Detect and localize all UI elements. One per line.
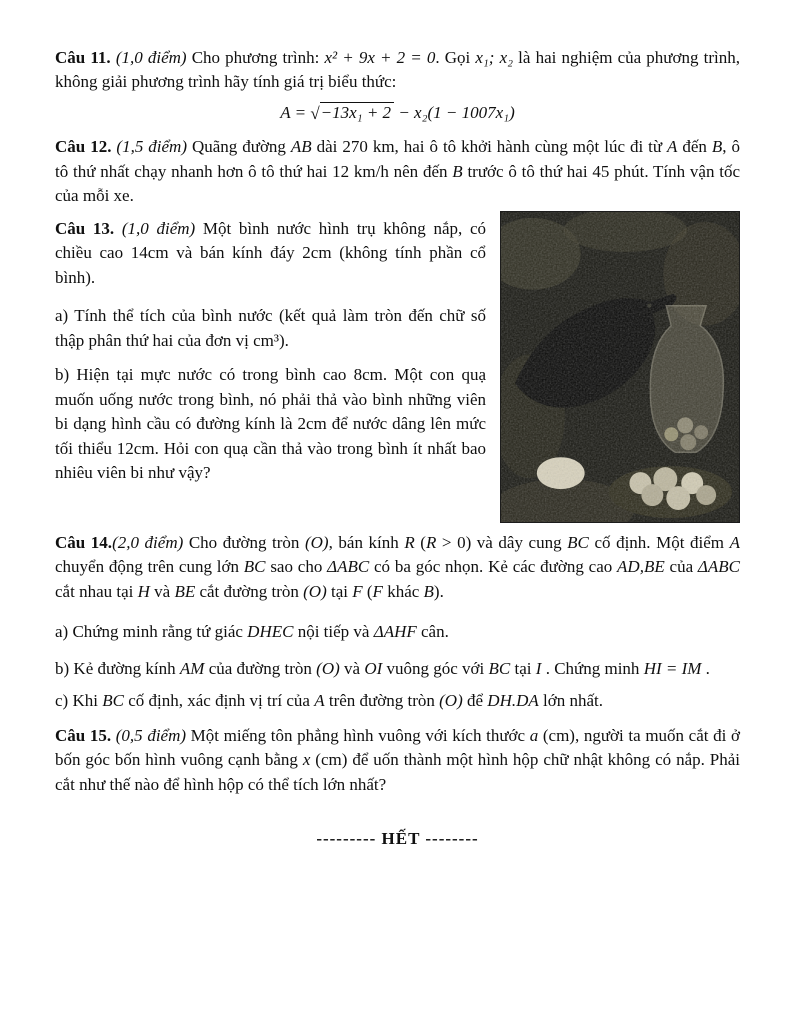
text-segment: để bbox=[462, 691, 488, 711]
text-segment: BC bbox=[488, 658, 511, 678]
question-14-part-b bbox=[55, 657, 740, 681]
text-segment: OI bbox=[364, 658, 383, 678]
question-12 bbox=[55, 135, 740, 208]
text-segment: , bán kính bbox=[328, 532, 405, 552]
text-segment: BC bbox=[243, 557, 266, 577]
text-segment: AM bbox=[179, 658, 205, 678]
question-14-intro bbox=[55, 531, 740, 604]
text-segment: a) Tính thể tích của bình nước (kết quả làm tròn đến chữ số thập phân thứ hai của đơn vị cm³). bbox=[55, 306, 486, 350]
text-segment: Một bình nước hình trụ không nắp, có chiều cao 14cm và bán kính đáy 2cm (không tính phần cổ bình). bbox=[55, 218, 486, 287]
text-segment: I bbox=[535, 658, 542, 678]
question-15-paragraph bbox=[55, 724, 740, 797]
text-segment: dài 270 km, hai ô tô khởi hành cùng một lúc đi từ bbox=[311, 137, 668, 157]
text-segment: R bbox=[425, 532, 437, 552]
text-segment: của đường tròn bbox=[204, 658, 317, 678]
text-segment: , ô tô thứ nhất chạy nhanh hơn ô tô thứ hai 12 km/h nên đến bbox=[55, 137, 740, 181]
question-12-paragraph bbox=[55, 135, 740, 208]
formula-lhs: A = bbox=[280, 102, 311, 122]
text-segment: > 0) và dây cung bbox=[436, 532, 568, 552]
text-segment: Quãng đường bbox=[186, 137, 291, 157]
text-segment: (O) bbox=[303, 581, 327, 601]
text-segment: BC bbox=[102, 691, 124, 711]
radicand: −13x₁ + 2 bbox=[320, 102, 394, 122]
text-segment: R bbox=[404, 532, 415, 552]
text-segment: đến bbox=[677, 137, 712, 157]
text-segment: cố định, xác định vị trí của bbox=[123, 691, 315, 711]
text-segment: và bbox=[339, 658, 365, 678]
text-segment: DHEC bbox=[247, 622, 294, 642]
text-segment: ( bbox=[362, 581, 373, 601]
text-segment: (cm) để uốn thành một hình hộp chữ nhật không có nắp. Phải cắt như thế nào để hình hộp có thể tích lớn nhất? bbox=[55, 750, 741, 794]
text-segment: . Chứng minh bbox=[541, 658, 644, 678]
question-15 bbox=[55, 724, 740, 797]
text-segment: tại bbox=[510, 658, 536, 678]
text-segment: a bbox=[529, 725, 539, 745]
radical-sign: √ bbox=[310, 103, 320, 123]
text-segment: sao cho bbox=[265, 557, 328, 577]
text-segment: trên đường tròn bbox=[324, 691, 440, 711]
text-segment: (1,0 điểm) bbox=[115, 48, 187, 67]
question-11-formula bbox=[55, 101, 740, 125]
text-segment: Câu 14. bbox=[55, 532, 113, 552]
text-segment: ). bbox=[433, 581, 444, 601]
text-segment: . bbox=[701, 658, 710, 678]
text-segment: x₁; x₂ bbox=[475, 48, 514, 67]
text-segment: . Gọi bbox=[435, 48, 476, 67]
text-segment: cắt đường tròn bbox=[195, 581, 304, 601]
end-marker: --------- HẾT -------- bbox=[316, 829, 479, 849]
text-segment: Câu 12. bbox=[55, 137, 117, 157]
text-segment: A bbox=[314, 691, 325, 711]
text-segment: BE bbox=[174, 581, 196, 601]
text-segment: Câu 15. bbox=[55, 725, 116, 745]
text-segment: trước ô tô thứ hai 45 phút. Tính vận tốc của mỗi xe. bbox=[55, 161, 740, 206]
text-segment: b) Kẻ đường kính bbox=[55, 658, 180, 678]
sqrt-expression bbox=[310, 103, 394, 122]
text-segment: (2,0 điểm) bbox=[112, 532, 184, 552]
text-segment: c) Khi bbox=[55, 691, 103, 711]
text-segment: DH.DA bbox=[487, 691, 539, 711]
text-segment: x² + 9x + 2 = 0 bbox=[324, 48, 436, 67]
text-segment: A bbox=[667, 137, 678, 157]
text-segment: khác bbox=[382, 581, 424, 601]
text-segment: cân. bbox=[416, 622, 449, 642]
text-segment: và bbox=[149, 581, 175, 601]
text-segment: HI = IM bbox=[643, 658, 702, 678]
text-segment: (O) bbox=[439, 691, 463, 711]
text-segment: ΔABC bbox=[697, 557, 741, 577]
text-segment: (1,0 điểm) bbox=[121, 218, 196, 238]
text-segment: AB bbox=[290, 137, 312, 157]
text-segment: ( bbox=[414, 532, 426, 552]
question-14 bbox=[55, 531, 740, 714]
text-segment: B bbox=[423, 581, 434, 601]
text-segment: A bbox=[729, 532, 740, 552]
text-segment: cố định. Một điểm bbox=[588, 532, 730, 552]
question-13 bbox=[55, 217, 740, 486]
text-segment: (1,5 điểm) bbox=[116, 137, 187, 157]
text-segment: cắt nhau tại bbox=[55, 581, 138, 601]
text-segment: x bbox=[302, 750, 311, 770]
question-11 bbox=[55, 46, 740, 125]
question-14-part-c bbox=[55, 689, 740, 713]
text-segment: B bbox=[452, 161, 463, 181]
text-segment: a) Chứng minh rằng tứ giác bbox=[55, 622, 248, 642]
text-segment: Câu 13. bbox=[55, 218, 122, 238]
text-segment: là hai nghiệm của phương trình, không giải phương trình hãy tính giá trị biểu thức: bbox=[55, 48, 740, 92]
text-segment: F bbox=[352, 581, 363, 601]
text-segment: ΔAHF bbox=[373, 622, 417, 642]
text-segment: (O) bbox=[304, 532, 329, 552]
text-segment: có ba góc nhọn. Kẻ các đường cao bbox=[369, 557, 618, 577]
crow-and-pitcher-illustration bbox=[501, 212, 739, 522]
text-segment: chuyển động trên cung lớn bbox=[55, 557, 244, 577]
text-segment: Cho phương trình: bbox=[186, 48, 325, 67]
text-segment: AD,BE bbox=[617, 557, 665, 577]
text-segment: F bbox=[372, 581, 383, 601]
text-segment: (O) bbox=[316, 658, 340, 678]
text-segment: H bbox=[137, 581, 150, 601]
text-segment: tại bbox=[326, 581, 353, 601]
crow-and-pitcher-photo bbox=[500, 211, 740, 523]
text-segment: Một miếng tôn phẳng hình vuông với kích thước bbox=[186, 725, 530, 745]
text-segment: (0,5 điểm) bbox=[115, 725, 187, 745]
formula-tail: − x₂(1 − 1007x₁) bbox=[394, 102, 515, 122]
text-segment: b) Hiện tại mực nước có trong bình cao 8cm. Một con quạ muốn uống nước trong bình, nó phải thả vào bình những viên bi dạng hình cầu có đường kính là 2cm để nước dâng lên mức tối thiểu 12cm. Hỏi con quạ cần thả vào trong bình ít nhất bao nhiêu viên bi như vậy? bbox=[55, 365, 486, 483]
text-segment: vuông góc với bbox=[382, 658, 489, 678]
question-14-part-a bbox=[55, 620, 740, 644]
text-segment: nội tiếp và bbox=[293, 622, 374, 642]
text-segment: lớn nhất. bbox=[538, 691, 603, 711]
text-segment: BC bbox=[567, 532, 589, 552]
question-11-paragraph bbox=[55, 46, 740, 95]
text-segment: (cm), người ta muốn cắt đi ở bốn góc bốn hình vuông cạnh bằng bbox=[55, 725, 740, 770]
text-segment: của bbox=[664, 557, 698, 577]
text-segment: B bbox=[711, 137, 723, 157]
text-segment: ΔABC bbox=[327, 557, 370, 577]
text-segment: Câu 11. bbox=[55, 48, 116, 67]
text-segment: Cho đường tròn bbox=[183, 532, 305, 552]
